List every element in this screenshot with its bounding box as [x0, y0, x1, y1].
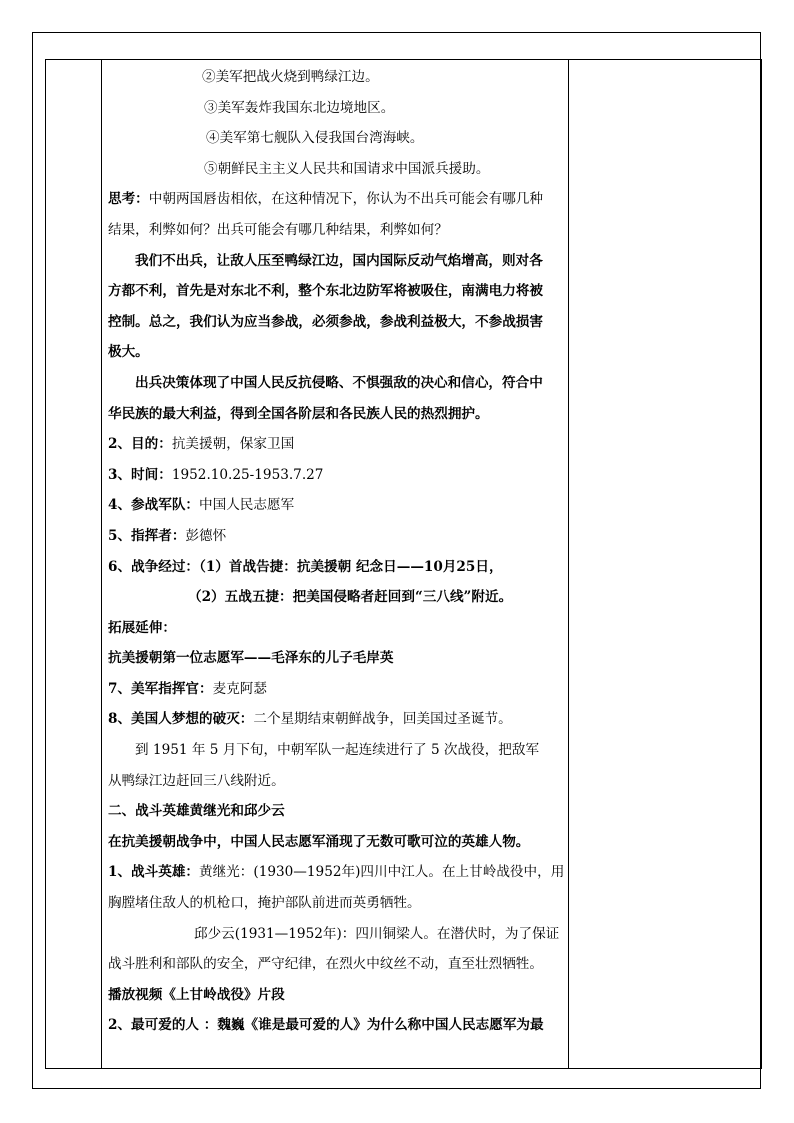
- extension-title: 拓展延伸：: [108, 619, 176, 636]
- think-label: 思考：: [108, 191, 149, 208]
- goal-text: 抗美援朝，保家卫国: [171, 436, 295, 453]
- answer-line-4: 极大。: [108, 344, 149, 361]
- answer-line-2: 方都不利，首先是对东北不利，整个东北边防军将被吸住，南满电力将被: [108, 283, 543, 300]
- think-question-line-1: [108, 184, 564, 215]
- goal-line: [108, 429, 564, 460]
- process-line-1: [108, 552, 564, 583]
- decision-line-2: 华民族的最大利益，得到全国各阶层和各民族人民的热烈拥护。: [108, 405, 489, 422]
- army-label: 4、参战军队：: [108, 497, 200, 514]
- campaign-line-1: 到 1951 年 5 月下旬，中朝军队一起连续进行了 5 次战役，把敌军: [135, 742, 540, 759]
- campaign-line-2: 从鸭绿江边赶回三八线附近。: [108, 772, 285, 789]
- us-commander-text: 麦克阿瑟: [212, 680, 267, 697]
- heroes-intro: 在抗美援朝战争中，中国人民志愿军涌现了无数可歌可泣的英雄人物。: [108, 833, 530, 850]
- hero-huang-line-2: 胸膛堵住敌人的机枪口，掩护部队前进而英勇牺牲。: [108, 895, 421, 912]
- cutest-label: 2、最可爱的人 ：: [108, 1017, 218, 1034]
- process-text-1: （1）首战告捷：抗美援朝 纪念日——10月25日，: [199, 558, 503, 575]
- reason-2: ②美军把战火烧到鸭绿江边。: [202, 69, 379, 85]
- decision-line-1: 出兵决策体现了中国人民反抗侵略、不惧强敌的决心和信心，符合中: [135, 374, 543, 391]
- us-commander-label: 7、美军指挥官：: [108, 680, 213, 697]
- table-col-border-right: [761, 59, 762, 1069]
- answer-line-3: 控制。总之，我们认为应当参战，必须参战，参战利益极大，不参战损害: [108, 313, 543, 330]
- answer-line-1: 我们不出兵，让敌人压至鸭绿江边，国内国际反动气焰增高，则对各: [135, 252, 543, 269]
- table-row-border-bottom: [45, 1068, 762, 1069]
- extension-text: 抗美援朝第一位志愿军——毛泽东的儿子毛岸英: [108, 650, 394, 667]
- process-label: 6、战争经过：: [108, 558, 200, 575]
- time-label: 3、时间：: [108, 466, 172, 483]
- lesson-content-cell: [108, 62, 564, 1041]
- dream-text: 二个星期结束朝鲜战争，回美国过圣诞节。: [253, 711, 512, 728]
- dream-line: [108, 704, 564, 735]
- reason-4: ④美军第七舰队入侵我国台湾海峡。: [206, 130, 424, 147]
- hero-qiu-line-2: 战斗胜利和部队的安全，严守纪律，在烈火中纹丝不动，直至壮烈牺牲。: [108, 956, 543, 973]
- army-text: 中国人民志愿军: [199, 497, 295, 514]
- table-col-border-3: [568, 59, 569, 1069]
- army-line: [108, 490, 564, 521]
- hero-qiu-line-1: 邱少云(1931—1952年)：四川铜梁人。在潜伏时，为了保证: [194, 925, 560, 942]
- cutest-line: [108, 1010, 564, 1041]
- hero-label: 1、战斗英雄：: [108, 864, 200, 881]
- us-commander-line: [108, 674, 564, 705]
- cutest-text: 魏巍《谁是最可爱的人》为什么称中国人民志愿军为最: [217, 1017, 544, 1034]
- video-line: 播放视频《上甘岭战役》片段: [108, 986, 285, 1003]
- time-line: [108, 460, 564, 491]
- commander-text: 彭德怀: [185, 527, 227, 544]
- reason-5: ⑤朝鲜民主主义人民共和国请求中国派兵援助。: [204, 160, 490, 177]
- table-col-border-2: [101, 59, 102, 1069]
- goal-label: 2、目的：: [108, 436, 172, 453]
- section-heading-heroes: 二、战斗英雄黄继光和邱少云: [108, 803, 285, 820]
- hero-huang-text-1: 黄继光：(1930—1952年)四川中江人。在上甘岭战役中，用: [199, 864, 565, 881]
- table-col-border-left: [45, 59, 46, 1069]
- table-row-border-top: [45, 59, 762, 60]
- hero-huang-line-1: [108, 857, 564, 888]
- reason-3: ③美军轰炸我国东北边境地区。: [204, 99, 395, 116]
- time-text: 1952.10.25-1953.7.27: [171, 466, 324, 483]
- think-text-1: 中朝两国唇齿相依，在这种情况下，你认为不出兵可能会有哪几种: [148, 191, 543, 208]
- process-line-2: （2）五战五捷：把美国侵略者赶回到“三八线”附近。: [188, 589, 513, 606]
- dream-label: 8、美国人梦想的破灭：: [108, 711, 254, 728]
- think-question-line-2: 结果，利弊如何？出兵可能会有哪几种结果，利弊如何？: [108, 221, 448, 238]
- commander-line: [108, 521, 564, 552]
- commander-label: 5、指挥者：: [108, 527, 186, 544]
